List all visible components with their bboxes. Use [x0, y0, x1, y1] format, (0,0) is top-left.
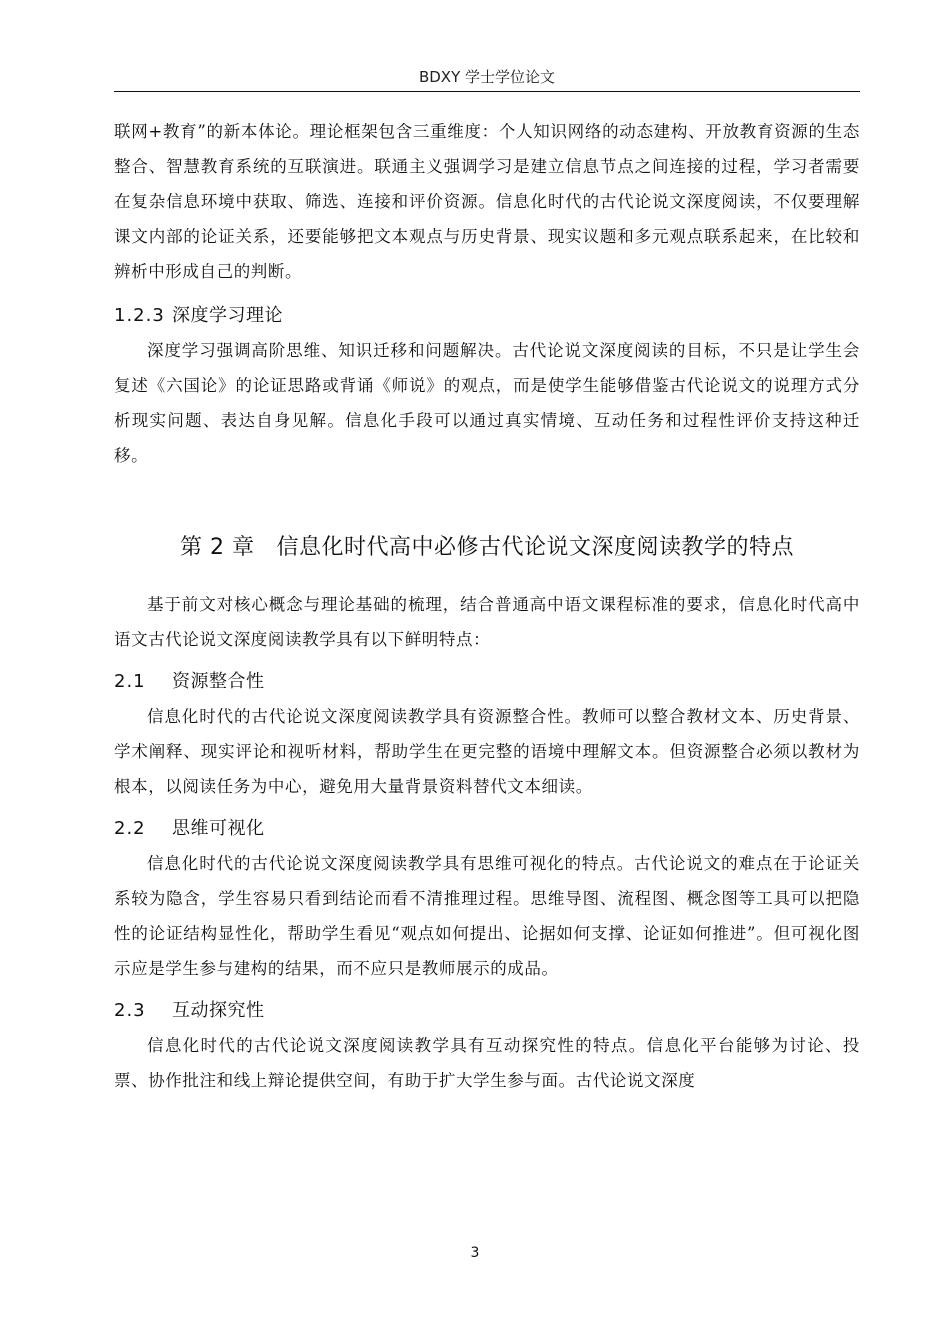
section-heading-2-1	[114, 669, 860, 695]
section-title: 深度学习理论	[172, 305, 283, 326]
section-number: 2.3	[114, 1000, 146, 1021]
header-rule	[114, 91, 860, 92]
section-2-1-paragraph: 信息化时代的古代论说文深度阅读教学具有资源整合性。教师可以整合教材文本、历史背景、学术阐释、现实评论和视听材料，帮助学生在更完整的语境中理解文本。但资源整合必须以教材为根本，以阅读任务为中心，避免用大量背景资料替代文本细读。	[114, 707, 860, 796]
section-number: 2.1	[114, 671, 146, 692]
opening-paragraph: 联网+教育”的新本体论。理论框架包含三重维度：个人知识网络的动态建构、开放教育资源的生态整合、智慧教育系统的互联演进。联通主义强调学习是建立信息节点之间连接的过程，学习者需要在复杂信息环境中获取、筛选、连接和评价资源。信息化时代的古代论说文深度阅读，不仅要理解课文内部的论证关系，还要能够把文本观点与历史背景、现实议题和多元观点联系起来，在比较和辨析中形成自己的判断。	[114, 122, 860, 281]
section-title: 思维可视化	[172, 818, 265, 839]
section-number: 1.2.3	[114, 305, 165, 326]
section-number: 2.2	[114, 818, 146, 839]
section-title: 互动探究性	[172, 1000, 265, 1021]
chapter-heading	[114, 533, 860, 563]
section-2-2-paragraph: 信息化时代的古代论说文深度阅读教学具有思维可视化的特点。古代论说文的难点在于论证关系较为隐含，学生容易只看到结论而看不清推理过程。思维导图、流程图、概念图等工具可以把隐性的论证结构显性化，帮助学生看见“观点如何提出、论据如何支撑、论证如何推进”。但可视化图示应是学生参与建构的结果，而不应只是教师展示的成品。	[114, 854, 860, 978]
page-body	[114, 114, 860, 1098]
chapter-number: 第 2 章	[180, 535, 255, 560]
chapter-2-intro: 基于前文对核心概念与理论基础的梳理，结合普通高中语文课程标准的要求，信息化时代高中语文古代论说文深度阅读教学具有以下鲜明特点：	[114, 595, 860, 649]
running-header: BDXY 学士学位论文	[418, 68, 556, 86]
section-heading-1-2-3	[114, 303, 860, 329]
section-heading-2-2	[114, 816, 860, 842]
chapter-title: 信息化时代高中必修古代论说文深度阅读教学的特点	[276, 535, 794, 560]
page-number: 3	[470, 1245, 480, 1261]
section-2-3-paragraph: 信息化时代的古代论说文深度阅读教学具有互动探究性的特点。信息化平台能够为讨论、投票、协作批注和线上辩论提供空间，有助于扩大学生参与面。古代论说文深度	[114, 1036, 860, 1090]
section-title: 资源整合性	[172, 671, 265, 692]
section-heading-2-3	[114, 998, 860, 1024]
section-1-2-3-paragraph: 深度学习强调高阶思维、知识迁移和问题解决。古代论说文深度阅读的目标，不只是让学生会复述《六国论》的论证思路或背诵《师说》的观点，而是使学生能够借鉴古代论说文的说理方式分析现实问题、表达自身见解。信息化手段可以通过真实情境、互动任务和过程性评价支持这种迁移。	[114, 341, 860, 465]
